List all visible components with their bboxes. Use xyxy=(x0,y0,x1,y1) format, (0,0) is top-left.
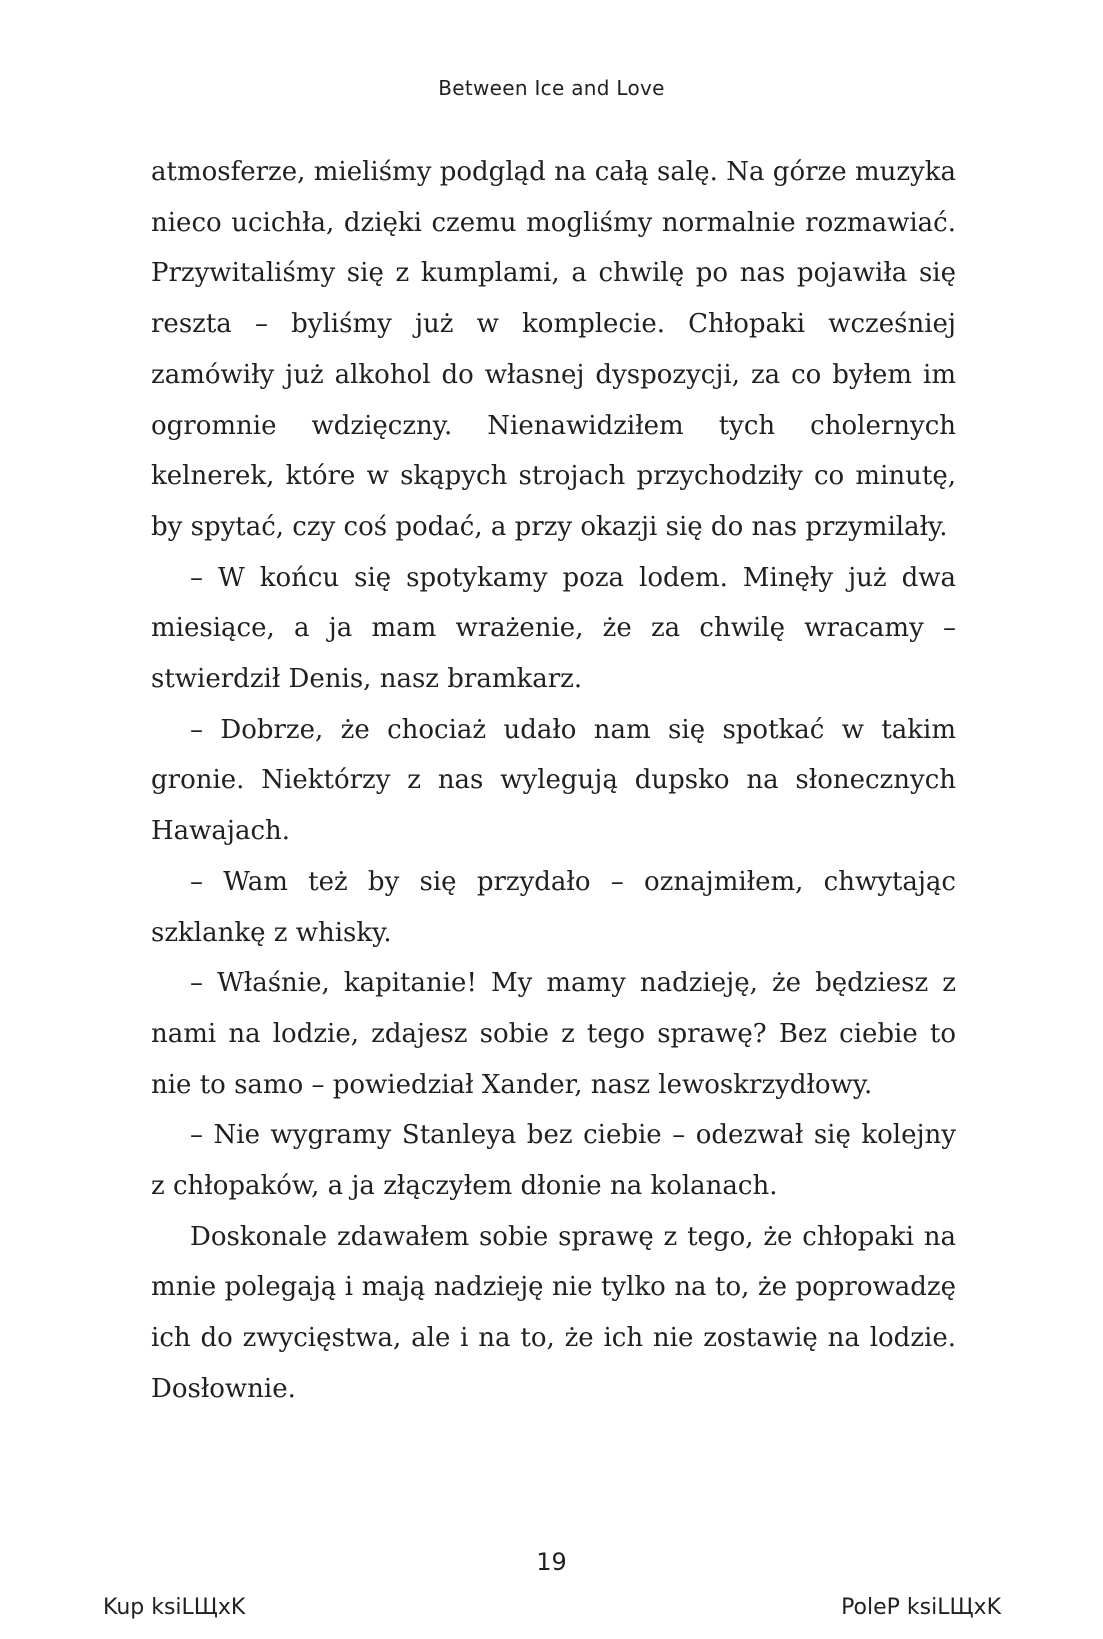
paragraph: – Właśnie, kapitanie! My mamy nadzieję, że będziesz z nami na lodzie, zdajesz sobie z tego sprawę? Bez ciebie to nie to samo – powiedział Xander, nasz lewoskrzydłowy. xyxy=(151,968,956,1100)
paragraph: Doskonale zdawałem sobie sprawę z tego, że chłopaki na mnie polegają i mają nadzieję nie tylko na to, że poprowadzę ich do zwycięstwa, ale i na to, że ich nie zostawię na lodzie. Dosłownie. xyxy=(151,1221,956,1404)
paragraph: – Nie wygramy Stanleya bez ciebie – odezwał się kolejny z chłopaków, a ja złączyłem dłonie na kolanach. xyxy=(151,1120,956,1202)
paragraph: – Wam też by się przydało – oznajmiłem, chwytając szklankę z whisky. xyxy=(151,866,956,948)
buy-book-link[interactable]: Kup ksiLЩxK xyxy=(103,1595,246,1620)
recommend-book-link[interactable]: PoleP ksiLЩxK xyxy=(841,1595,1001,1620)
body-text xyxy=(151,147,956,1415)
paragraph: atmosferze, mieliśmy podgląd na całą salę. Na górze muzyka nieco ucichła, dzięki czemu mogliśmy normalnie rozmawiać. Przywitaliśmy się z kumplami, a chwilę po nas pojawiła się reszta – byliśmy już w komplecie. Chłopaki wcześniej zamówiły już alkohol do własnej dyspozycji, za co byłem im ogromnie wdzięczny. Nienawidziłem tych cholernych kelnerek, które w skąpych strojach przychodziły co minutę, by spytać, czy coś podać, a przy okazji się do nas przymilały. xyxy=(151,157,956,542)
paragraph: – W końcu się spotykamy poza lodem. Minęły już dwa miesiące, a ja mam wrażenie, że za chwilę wracamy – stwierdził Denis, nasz bramkarz. xyxy=(151,562,956,695)
running-header: Between Ice and Love xyxy=(438,76,665,100)
paragraph: – Dobrze, że chociaż udało nam się spotkać w takim gronie. Niektórzy z nas wylegują dupsko na słonecznych Hawajach. xyxy=(151,714,956,847)
page-number: 19 xyxy=(536,1548,567,1576)
